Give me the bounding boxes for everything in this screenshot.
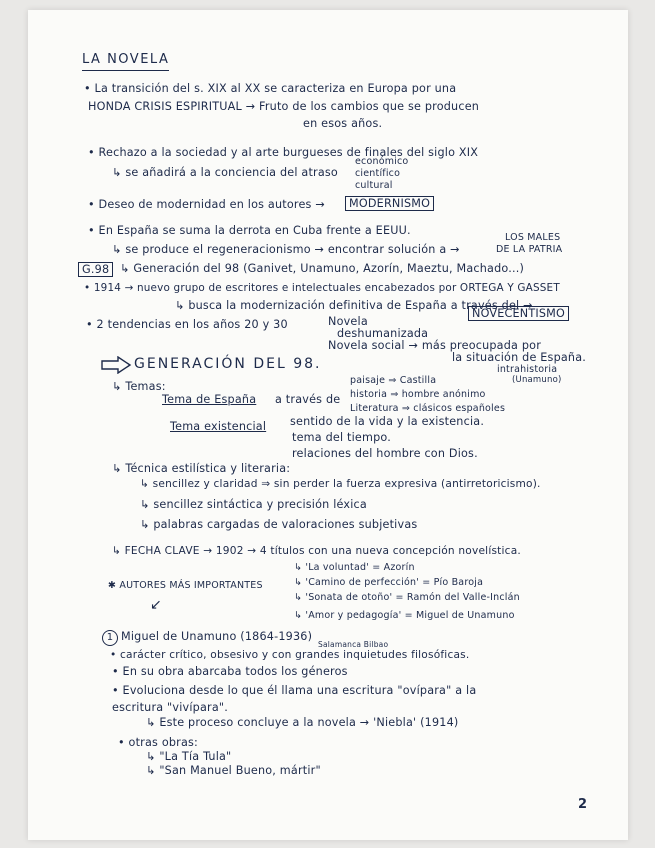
y1914-line-2: ↳ busca la modernización definitiva de España a través del → [175, 299, 533, 312]
gen98-heading: GENERACIÓN DEL 98. [134, 356, 322, 372]
novecentismo-box: NOVECENTISMO [468, 306, 569, 321]
a-traves-de: a través de [275, 393, 341, 406]
page-number: 2 [578, 797, 588, 812]
existencial-item-1: sentido de la vida y la existencia. [290, 415, 485, 428]
unamuno-line-6: • otras obras: [118, 736, 199, 749]
deseo-line: • Deseo de modernidad en los autores → [88, 198, 325, 211]
intro-line-1: • La transición del s. XIX al XX se caracteriza en Europa por una [84, 82, 457, 95]
number-circle-icon: 1 [102, 630, 118, 646]
rechazo-branch-1: económico [355, 156, 409, 167]
tecnica-item-3: ↳ palabras cargadas de valoraciones subjetivas [140, 518, 418, 531]
rechazo-branch-3: cultural [355, 180, 393, 191]
tendencia-a-1: Novela [328, 315, 368, 328]
arrow-icon [100, 356, 132, 374]
tendencias-line: • 2 tendencias en los años 20 y 30 [86, 318, 288, 331]
tecnica-heading: ↳ Técnica estilística y literaria: [112, 462, 291, 475]
males-line-2: DE LA PATRIA [496, 244, 563, 255]
espana-line-3: ↳ Generación del 98 (Ganivet, Unamuno, Azorín, Maeztu, Machado...) [120, 262, 525, 275]
obra-4: ↳ 'Amor y pedagogía' = Miguel de Unamuno [294, 610, 515, 621]
tecnica-item-1: ↳ sencillez y claridad ⇒ sin perder la fuerza expresiva (antirretoricismo). [140, 478, 541, 490]
fecha-clave-line: ↳ FECHA CLAVE → 1902 → 4 títulos con una nueva concepción novelística. [112, 545, 521, 557]
modernismo-box: MODERNISMO [345, 196, 434, 211]
unamuno-line-5: ↳ Este proceso concluye a la novela → 'Niebla' (1914) [146, 716, 459, 729]
unamuno-note: (Unamuno) [512, 375, 562, 385]
paisaje-item: paisaje ⇒ Castilla [350, 375, 437, 386]
unamuno-line-3: • Evoluciona desde lo que él llama una escritura "ovípara" a la [112, 684, 477, 697]
unamuno-line-7: ↳ "La Tía Tula" [146, 750, 232, 763]
obra-1: ↳ 'La voluntad' = Azorín [294, 562, 415, 573]
espana-line-2: ↳ se produce el regeneracionismo → encontrar solución a → [112, 243, 460, 256]
tema-existencial: Tema existencial [170, 420, 267, 433]
males-line-1: LOS MALES [505, 232, 561, 243]
unamuno-line-2: • En su obra abarcaba todos los géneros [112, 665, 348, 678]
tendencia-a-2: deshumanizada [337, 327, 429, 340]
unamuno-line-1: • carácter crítico, obsesivo y con grandes inquietudes filosóficas. [110, 649, 470, 661]
autores-label: ✱ AUTORES MÁS IMPORTANTES [108, 580, 263, 591]
existencial-item-2: tema del tiempo. [292, 431, 392, 444]
existencial-item-3: relaciones del hombre con Dios. [292, 447, 478, 460]
literatura-item: Literatura ⇒ clásicos españoles [350, 403, 506, 414]
historia-item: historia ⇒ hombre anónimo [350, 389, 486, 400]
unamuno-line-8: ↳ "San Manuel Bueno, mártir" [146, 764, 321, 777]
tecnica-item-2: ↳ sencillez sintáctica y precisión léxica [140, 498, 367, 511]
intro-line-2: HONDA CRISIS ESPIRITUAL → Fruto de los cambios que se producen [88, 100, 480, 113]
intro-line-3: en esos años. [303, 117, 383, 130]
espana-line-1: • En España se suma la derrota en Cuba frente a EEUU. [88, 224, 411, 237]
down-left-arrow-icon: ↙ [150, 597, 162, 613]
tendencia-b-1: Novela social → más preocupada por [328, 339, 541, 352]
g98-box: G.98 [78, 262, 113, 277]
unamuno-places: Salamanca Bilbao [318, 640, 389, 649]
intrahistoria-note: intrahistoria [497, 364, 558, 375]
temas-label: ↳ Temas: [112, 380, 166, 393]
tema-espana: Tema de España [162, 393, 257, 406]
obra-3: ↳ 'Sonata de otoño' = Ramón del Valle-Inclán [294, 592, 520, 603]
unamuno-name: Miguel de Unamuno (1864-1936) [121, 630, 313, 643]
rechazo-line-2: ↳ se añadirá a la conciencia del atraso [112, 166, 338, 179]
y1914-line-1: • 1914 → nuevo grupo de escritores e intelectuales encabezados por ORTEGA Y GASSET [84, 282, 560, 294]
rechazo-line-1: • Rechazo a la sociedad y al arte burgueses de finales del siglo XIX [88, 146, 479, 159]
page-title: LA NOVELA [82, 52, 169, 71]
tendencia-b-2: la situación de España. [452, 351, 587, 364]
obra-2: ↳ 'Camino de perfección' = Pío Baroja [294, 577, 484, 588]
rechazo-branch-2: científico [355, 168, 401, 179]
unamuno-line-4: escritura "vivípara". [112, 701, 228, 714]
